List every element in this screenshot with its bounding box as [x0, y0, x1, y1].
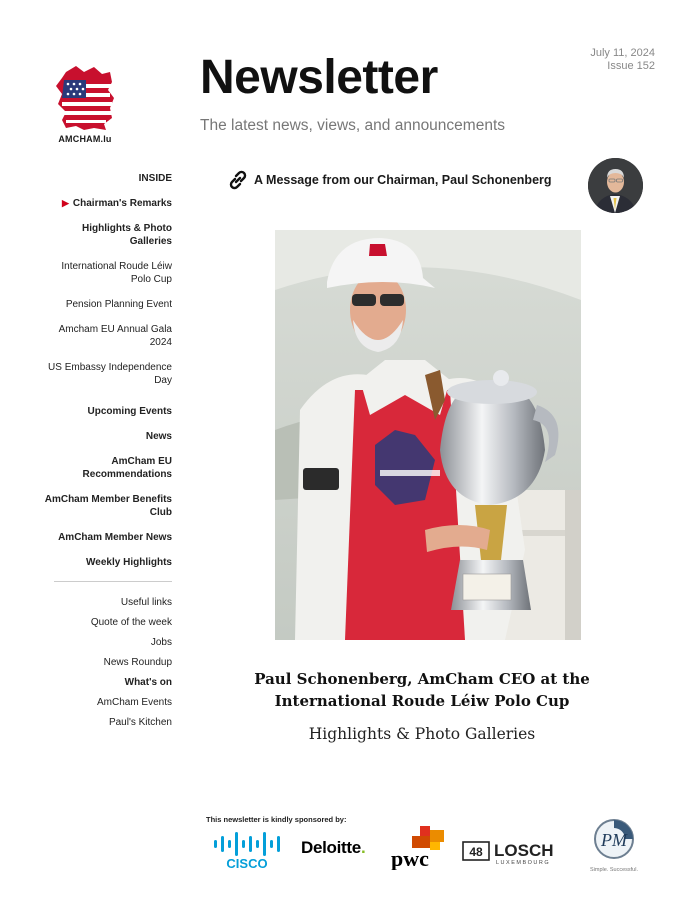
sidebar-heading-inside: INSIDE: [138, 173, 172, 184]
pm-tagline: Simple. Successful.: [590, 867, 638, 873]
cisco-wordmark: CISCO: [226, 856, 268, 870]
chairman-with-trophy-image: [275, 230, 581, 640]
sidebar-item-member-news[interactable]: AmCham Member News: [58, 532, 172, 543]
highlights-galleries-link[interactable]: Highlights & Photo Galleries: [308, 725, 536, 743]
sidebar-item-benefits-club[interactable]: AmCham Member Benefits Club: [44, 494, 172, 518]
sidebar-heading-whats-on: What's on: [124, 677, 172, 688]
sidebar-item-useful-links[interactable]: Useful links: [120, 597, 172, 608]
pwc-logo[interactable]: [390, 826, 450, 870]
sponsor-note: This newsletter is kindly sponsored by:: [206, 815, 347, 824]
sidebar-item-polo-cup[interactable]: International Roude Léiw Polo Cup: [61, 261, 172, 285]
losch-mark-icon: [462, 838, 572, 866]
chairman-message-label: A Message from our Chairman, Paul Schonenberg: [254, 173, 552, 187]
pm-letters: PM: [601, 830, 627, 850]
sidebar-item-highlights[interactable]: Highlights & Photo Galleries: [82, 223, 172, 247]
pwc-wordmark: pwc: [391, 846, 429, 870]
sidebar-item-quote[interactable]: Quote of the week: [90, 617, 172, 628]
issue-date: July 11, 2024: [590, 47, 655, 59]
polo-cup-photo[interactable]: [275, 230, 581, 640]
pm-monogram-icon: [589, 817, 639, 861]
sidebar-item-weekly-highlights[interactable]: Weekly Highlights: [86, 557, 172, 568]
page-title: Newsletter: [200, 51, 438, 104]
losch-number: 48: [469, 845, 483, 859]
photo-caption: [232, 668, 612, 712]
cisco-logo[interactable]: [212, 830, 282, 870]
sidebar-item-eu-gala[interactable]: Amcham EU Annual Gala 2024: [58, 324, 172, 348]
sidebar-item-amcham-events[interactable]: AmCham Events: [96, 697, 172, 708]
sidebar-item-independence-day[interactable]: US Embassy Independence Day: [48, 362, 172, 386]
sidebar-item-news[interactable]: News: [145, 431, 172, 442]
sidebar-divider: [54, 581, 172, 582]
caption-line-1: Paul Schonenberg, AmCham CEO at the: [254, 670, 590, 688]
sidebar-item-eu-recommendations[interactable]: AmCham EU Recommendations: [82, 456, 172, 480]
sidebar-toc: [44, 172, 172, 736]
losch-logo[interactable]: [462, 838, 572, 866]
losch-subtitle: LUXEMBOURG: [496, 860, 551, 866]
deloitte-wordmark: Deloitte: [301, 838, 361, 857]
deloitte-logo[interactable]: [301, 838, 365, 858]
sidebar-item-chairmans-remarks[interactable]: [44, 197, 172, 210]
page-subtitle: The latest news, views, and announcements: [200, 117, 506, 134]
caption-line-2: International Roude Léiw Polo Cup: [274, 692, 570, 710]
sidebar-item-jobs[interactable]: Jobs: [150, 637, 172, 648]
sidebar-item-news-roundup[interactable]: News Roundup: [103, 657, 172, 668]
cisco-bars-icon: [212, 830, 282, 870]
pm-logo[interactable]: [589, 817, 639, 871]
issue-meta: [590, 47, 655, 73]
sidebar-item-label: Chairman's Remarks: [72, 198, 172, 209]
sidebar-item-pension-planning[interactable]: Pension Planning Event: [65, 299, 172, 310]
sidebar-item-pauls-kitchen[interactable]: Paul's Kitchen: [108, 717, 172, 728]
issue-number: Issue 152: [607, 60, 655, 72]
sidebar-item-upcoming-events[interactable]: Upcoming Events: [87, 406, 172, 417]
logo-text: AMCHAM.lu: [58, 134, 112, 144]
deloitte-dot: .: [360, 838, 366, 857]
amcham-logo[interactable]: [52, 64, 118, 144]
chairman-message-link[interactable]: [226, 168, 552, 192]
lion-flag-logo-icon: [54, 64, 116, 132]
chairman-avatar: [588, 158, 643, 213]
link-chain-icon: [226, 168, 250, 192]
active-arrow-icon: ▶: [61, 198, 69, 208]
pwc-blocks-icon: [390, 826, 450, 870]
losch-wordmark: LOSCH: [494, 841, 554, 860]
